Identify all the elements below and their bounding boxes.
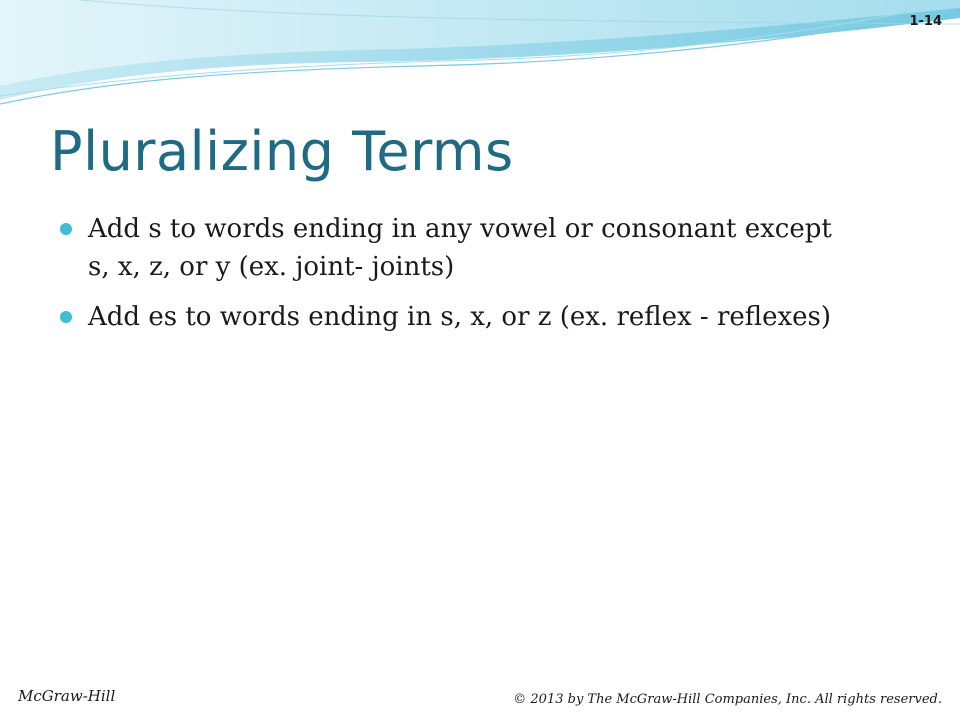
bullet-text: Add s to words ending in any vowel or consonant except s, x, z, or y (ex. joint- joints) <box>88 214 832 282</box>
bullet-dot-icon <box>60 311 72 323</box>
bullet-list <box>60 210 860 348</box>
footer-copyright: © 2013 by The McGraw-Hill Companies, Inc. All rights reserved. <box>513 692 942 707</box>
bullet-text: Add es to words ending in s, x, or z (ex. reflex - reflexes) <box>88 302 832 332</box>
bullet-item <box>60 210 860 286</box>
header-wave-decoration <box>0 0 960 120</box>
bullet-dot-icon <box>60 223 72 235</box>
bullet-item <box>60 298 860 336</box>
slide-number: 1-14 <box>909 14 942 29</box>
slide-title: Pluralizing Terms <box>50 120 514 183</box>
footer-publisher: McGraw-Hill <box>18 687 116 705</box>
